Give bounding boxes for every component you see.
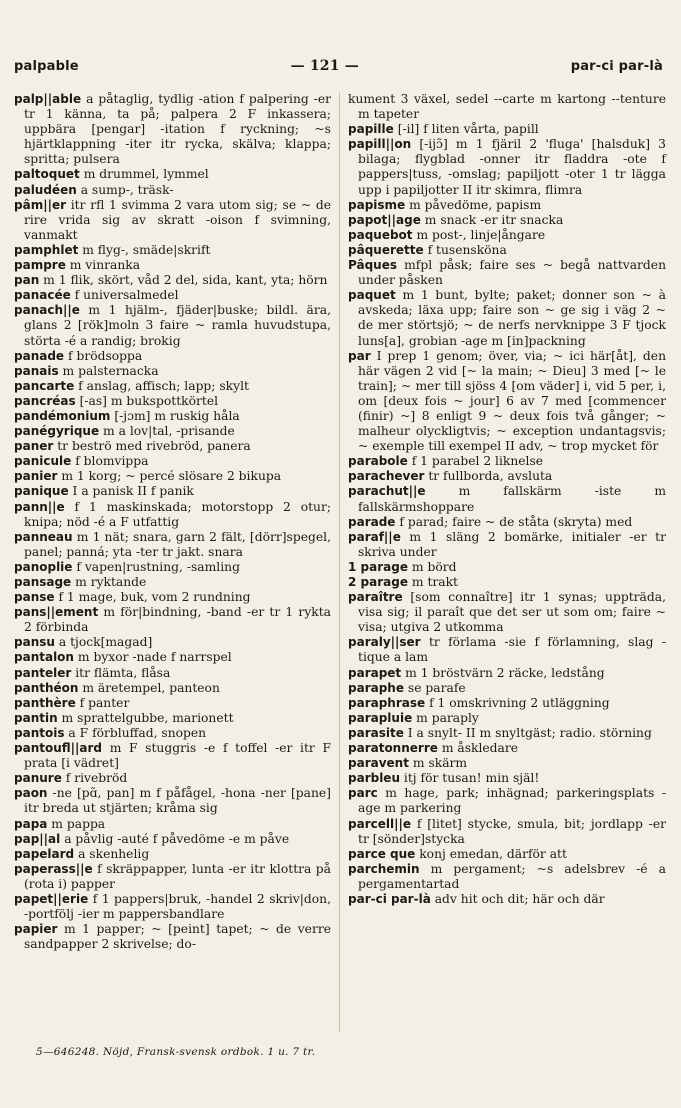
entry-headword: pansage bbox=[14, 575, 72, 589]
entry-headword: paraly||ser bbox=[348, 635, 421, 650]
dictionary-entry bbox=[14, 922, 331, 952]
entry-headword: par-ci par-là bbox=[348, 891, 431, 906]
entry-definition: m för|bindning, -band -er tr 1 rykta 2 förbinda bbox=[24, 605, 331, 635]
dictionary-entry bbox=[14, 92, 331, 167]
dictionary-entry bbox=[348, 786, 666, 816]
dictionary-entry bbox=[14, 469, 331, 484]
entry-headword: pans||ement bbox=[14, 605, 99, 620]
entry-definition: m vinranka bbox=[69, 258, 141, 273]
entry-headword: papet||erie bbox=[14, 891, 89, 906]
dictionary-entry bbox=[14, 530, 331, 560]
dictionary-entry bbox=[348, 892, 666, 907]
entry-definition: f 1 omskrivning 2 utläggning bbox=[429, 695, 610, 710]
entry-definition: f parad; faire ~ de ståta (skryta) med bbox=[399, 514, 633, 529]
entry-definition: m post-, linje|ångare bbox=[416, 227, 546, 242]
entry-definition: m 1 bröstvärn 2 räcke, ledstång bbox=[405, 665, 605, 680]
entry-definition: I prep 1 genom; över, via; ~ ici här[åt], den här vägen 2 vid [~ la main; ~ Dieu] 3 med [~ le train]; ~ mer till sjöss 4 [om väder] i, vid 5 per, i, om [deux fois ~ jour] 6 av 7 med [commencer (finir) ~] 8 enligt 9 ~ deux fois två gånger; ~ malheur olyckligtvis; ~ exception undantagsvis; ~ exemple till exempel II adv, ~ trop mycket för bbox=[358, 348, 666, 454]
dictionary-entry bbox=[14, 409, 331, 424]
entry-definition: m pergament; ~s adelsbrev -é a pergamentartad bbox=[358, 861, 666, 891]
entry-definition: m 1 hjälm-, fjäder|buske; bildl. ära, glans 2 [rök]moln 3 faire ~ ramla huvudstupa, störta -é a randig; brokig bbox=[24, 303, 331, 348]
entry-definition: f skräppapper, lunta -er itr klottra på (rota i) papper bbox=[24, 861, 331, 891]
entry-definition: m fallskärm -iste m fallskärmshoppare bbox=[358, 484, 666, 514]
dictionary-entry bbox=[348, 711, 666, 726]
dictionary-entry bbox=[348, 862, 666, 892]
entry-definition: m sprattelgubbe, marionett bbox=[61, 710, 234, 725]
entry-headword: pan bbox=[14, 273, 40, 288]
entry-definition: m a lov|tal, -prisande bbox=[103, 424, 235, 439]
dictionary-entry bbox=[14, 666, 331, 681]
entry-headword: panure bbox=[14, 771, 62, 786]
dictionary-entry bbox=[14, 183, 331, 198]
entry-headword: parade bbox=[348, 514, 396, 529]
entry-headword: parchemin bbox=[348, 861, 420, 876]
entry-definition: m drummel, lymmel bbox=[83, 167, 209, 182]
entry-definition: f 1 mage, buk, vom 2 rundning bbox=[58, 590, 251, 605]
dictionary-entry bbox=[348, 771, 666, 786]
entry-definition: a F förbluffad, snopen bbox=[68, 725, 207, 740]
dictionary-entry bbox=[348, 666, 666, 681]
dictionary-entry bbox=[14, 862, 331, 892]
entry-definition: m paraply bbox=[416, 710, 479, 725]
dictionary-entry bbox=[14, 258, 331, 273]
entry-definition: m snack -er itr snacka bbox=[424, 212, 564, 227]
entry-headword: paraf||e bbox=[348, 529, 401, 544]
entry-headword: panthère bbox=[14, 695, 76, 710]
dictionary-entry bbox=[348, 635, 666, 665]
entry-definition: f 1 pappers|bruk, -handel 2 skriv|don, -portfölj -ier m pappersbandlare bbox=[24, 891, 331, 922]
entry-headword: palp||able bbox=[14, 92, 82, 106]
entry-definition: itj för tusan! min själ! bbox=[403, 771, 540, 786]
entry-headword: pâquerette bbox=[348, 242, 424, 257]
dictionary-entry bbox=[348, 454, 666, 469]
entry-definition: tr fullborda, avsluta bbox=[428, 469, 553, 484]
dictionary-entry bbox=[14, 364, 331, 379]
dictionary-entry bbox=[14, 741, 331, 771]
entry-headword: panade bbox=[14, 348, 65, 363]
entry-headword: papot||age bbox=[348, 212, 421, 227]
entry-headword: paon bbox=[14, 786, 48, 801]
entry-headword: pampre bbox=[14, 258, 66, 273]
entry-definition: kument 3 växel, sedel --carte m kartong --tenture m tapeter bbox=[348, 92, 666, 122]
entry-definition: se parafe bbox=[407, 680, 466, 695]
entry-definition: f blomvippa bbox=[75, 454, 149, 469]
entry-headword: paraphrase bbox=[348, 695, 426, 710]
dictionary-entry bbox=[14, 635, 331, 650]
dictionary-entry bbox=[14, 349, 331, 364]
entry-columns bbox=[8, 92, 672, 1032]
dictionary-entry bbox=[14, 379, 331, 394]
entry-definition: I a snylt- II m snyltgäst; radio. störning bbox=[407, 725, 652, 740]
dictionary-entry bbox=[348, 228, 666, 243]
entry-headword: panteler bbox=[14, 665, 72, 680]
dictionary-entry bbox=[14, 288, 331, 303]
entry-definition: -ne [pɑ̃, pan] m f påfågel, -hona -ner [pane] itr breda ut stjärten; kråma sig bbox=[24, 786, 331, 816]
printer-footer: 5—646248. Nöjd, Fransk-svensk ordbok. 1 u. 7 tr. bbox=[36, 1046, 316, 1058]
entry-definition: m pappa bbox=[51, 816, 106, 831]
entry-headword: paquebot bbox=[348, 227, 413, 242]
entry-definition: m äretempel, panteon bbox=[82, 680, 220, 695]
entry-definition: m byxor -nade f narrspel bbox=[77, 650, 232, 665]
dictionary-entry bbox=[348, 515, 666, 530]
entry-definition: m 1 nät; snara, garn 2 fält, [dörr]spegel, panel; panná; yta -ter tr jakt. snara bbox=[24, 529, 331, 559]
dictionary-entry bbox=[14, 832, 331, 847]
entry-headword: parcell||e bbox=[348, 816, 411, 831]
dictionary-entry bbox=[348, 756, 666, 771]
entry-definition: [-jɔm] m ruskig håla bbox=[114, 408, 240, 423]
entry-definition: m 1 papper; ~ [peint] tapet; ~ de verre sandpapper 2 skrivelse; do- bbox=[24, 922, 331, 952]
dictionary-entry bbox=[14, 650, 331, 665]
entry-definition: [-as] m bukspottkörtel bbox=[79, 393, 219, 408]
entry-definition: m palsternacka bbox=[62, 363, 159, 378]
entry-definition: mfpl påsk; faire ses ~ begå nattvarden under påsken bbox=[358, 258, 666, 288]
entry-definition: a sump-, träsk- bbox=[80, 182, 174, 197]
entry-headword: paltoquet bbox=[14, 167, 80, 182]
entry-headword: pantalon bbox=[14, 650, 74, 665]
entry-headword: parapluie bbox=[348, 710, 413, 725]
entry-definition: a skenhelig bbox=[78, 846, 150, 861]
entry-definition: m flyg-, smäde|skrift bbox=[82, 242, 211, 257]
dictionary-entry bbox=[14, 167, 331, 182]
entry-definition: itr flämta, flåsa bbox=[75, 665, 171, 680]
dictionary-entry bbox=[14, 590, 331, 605]
entry-definition: I a panisk II f panik bbox=[72, 484, 194, 499]
entry-definition: tr förlama -sie f förlamning, slag -tique a lam bbox=[358, 635, 666, 665]
dictionary-entry bbox=[348, 817, 666, 847]
dictionary-entry bbox=[14, 605, 331, 635]
dictionary-entry bbox=[14, 726, 331, 741]
entry-headword: parasite bbox=[348, 725, 404, 740]
dictionary-entry bbox=[348, 741, 666, 756]
left-column bbox=[8, 92, 340, 1032]
entry-definition: m 1 korg; ~ percé slösare 2 bikupa bbox=[61, 469, 282, 484]
entry-headword: paraître bbox=[348, 590, 403, 605]
entry-definition: tr beströ med rivebröd, panera bbox=[57, 439, 251, 454]
dictionary-entry bbox=[14, 454, 331, 469]
entry-headword: panique bbox=[14, 484, 69, 499]
entry-headword: 1 parage bbox=[348, 559, 408, 574]
entry-definition: itr rfl 1 svimma 2 vara utom sig; se ~ de rire vrida sig av skratt -oison f svimning, vanmakt bbox=[24, 197, 331, 242]
dictionary-entry bbox=[348, 258, 666, 288]
entry-headword: pantin bbox=[14, 710, 58, 725]
dictionary-entry bbox=[348, 469, 666, 484]
dictionary-entry bbox=[348, 530, 666, 560]
dictionary-entry bbox=[348, 243, 666, 258]
dictionary-entry bbox=[348, 726, 666, 741]
header-left-guideword: palpable bbox=[14, 59, 79, 74]
entry-headword: parce que bbox=[348, 846, 416, 861]
entry-definition: f 1 parabel 2 liknelse bbox=[411, 454, 544, 469]
entry-headword: pansu bbox=[14, 635, 55, 650]
entry-definition: f [litet] stycke, smula, bit; jordlapp -er tr [sönder]stycka bbox=[358, 816, 666, 846]
dictionary-entry bbox=[14, 771, 331, 786]
entry-headword: papill||on bbox=[348, 137, 412, 152]
header-right-guideword: par-ci par-là bbox=[570, 59, 663, 74]
dictionary-entry bbox=[348, 484, 666, 514]
dictionary-entry bbox=[14, 681, 331, 696]
dictionary-entry bbox=[14, 711, 331, 726]
dictionary-entry bbox=[348, 198, 666, 213]
entry-definition: a tjock[magad] bbox=[58, 635, 153, 650]
dictionary-entry bbox=[348, 681, 666, 696]
entry-definition: m 1 flik, skört, våd 2 del, sida, kant, yta; hörn bbox=[43, 273, 328, 288]
entry-headword: parachever bbox=[348, 469, 425, 484]
dictionary-entry bbox=[348, 590, 666, 635]
entry-definition: f anslag, affisch; lapp; skylt bbox=[78, 378, 249, 393]
dictionary-entry bbox=[348, 349, 666, 455]
entry-headword: papelard bbox=[14, 846, 75, 861]
entry-definition: [-il] f liten vårta, papill bbox=[397, 122, 539, 137]
entry-headword: pann||e bbox=[14, 499, 65, 514]
entry-definition: adv hit och dit; här och där bbox=[434, 891, 605, 906]
dictionary-entry bbox=[14, 439, 331, 454]
entry-headword: 2 parage bbox=[348, 575, 408, 589]
dictionary-entry bbox=[348, 560, 666, 575]
entry-definition: [som connaître] itr 1 synas; uppträda, visa sig; il paraît que det ser ut som om; faire ~ visa; utgiva 2 utkomma bbox=[358, 590, 666, 635]
entry-definition: f 1 maskinskada; motorstopp 2 otur; knipa; nöd -é a F utfattig bbox=[24, 499, 331, 529]
dictionary-entry bbox=[14, 560, 331, 575]
entry-headword: paravent bbox=[348, 756, 409, 771]
dictionary-entry bbox=[14, 394, 331, 409]
entry-headword: paner bbox=[14, 439, 54, 454]
dictionary-entry bbox=[14, 892, 331, 922]
entry-headword: pancarte bbox=[14, 378, 75, 393]
dictionary-entry bbox=[14, 817, 331, 832]
dictionary-entry bbox=[348, 213, 666, 228]
running-header bbox=[14, 58, 663, 74]
dictionary-entry bbox=[14, 696, 331, 711]
entry-headword: pantoufl||ard bbox=[14, 741, 103, 756]
entry-headword: papisme bbox=[348, 197, 406, 212]
dictionary-entry bbox=[14, 303, 331, 348]
dictionary-entry bbox=[14, 786, 331, 816]
entry-definition: f brödsoppa bbox=[67, 348, 143, 363]
entry-headword: panthéon bbox=[14, 680, 79, 695]
dictionary-entry bbox=[348, 92, 666, 122]
entry-headword: par bbox=[348, 348, 371, 363]
entry-headword: parbleu bbox=[348, 771, 400, 786]
dictionary-entry bbox=[348, 137, 666, 197]
entry-headword: parabole bbox=[348, 454, 408, 469]
entry-definition: m trakt bbox=[411, 575, 459, 589]
entry-headword: papa bbox=[14, 816, 48, 831]
dictionary-entry bbox=[14, 198, 331, 243]
entry-definition: m 1 bunt, bylte; paket; donner son ~ à avskeda; läxa upp; faire son ~ ge sig i väg 2 ~ de mer störtsjö; ~ de nerfs nervknippe 3 F tjock luns[a], grobian -age m [in]packning bbox=[358, 288, 666, 348]
entry-headword: parachut||e bbox=[348, 484, 426, 499]
page-number: — 121 — bbox=[290, 58, 359, 74]
dictionary-entry bbox=[14, 273, 331, 288]
dictionary-entry bbox=[14, 575, 331, 590]
entry-headword: panais bbox=[14, 363, 59, 378]
entry-headword: pantois bbox=[14, 725, 65, 740]
entry-headword: papier bbox=[14, 922, 58, 937]
entry-headword: panse bbox=[14, 590, 55, 605]
entry-definition: f vapen|rustning, -samling bbox=[76, 559, 240, 574]
entry-definition: f rivebröd bbox=[65, 771, 128, 786]
entry-headword: papille bbox=[348, 122, 394, 137]
entry-headword: paraphe bbox=[348, 680, 404, 695]
entry-headword: panach||e bbox=[14, 303, 80, 318]
entry-definition: m påvedöme, papism bbox=[409, 197, 542, 212]
entry-definition: [-ijɔ̃] m 1 fjäril 2 'fluga' [halsduk] 3 bilaga; flygblad -onner itr fladdra -ote f pappers|tuss, -omslag; papiljott -oter 1 tr lägga upp i papiljotter II itr skimra, flimra bbox=[358, 137, 666, 197]
dictionary-entry bbox=[14, 424, 331, 439]
entry-headword: paludéen bbox=[14, 182, 77, 197]
entry-definition: m skärm bbox=[412, 756, 468, 771]
entry-headword: paquet bbox=[348, 288, 396, 303]
dictionary-entry bbox=[14, 500, 331, 530]
entry-headword: pancréas bbox=[14, 393, 76, 408]
dictionary-entry bbox=[348, 696, 666, 711]
entry-headword: panoplie bbox=[14, 559, 73, 574]
entry-headword: panicule bbox=[14, 454, 72, 469]
entry-definition: m börd bbox=[411, 559, 457, 574]
dictionary-entry bbox=[348, 575, 666, 590]
entry-headword: panneau bbox=[14, 529, 73, 544]
entry-definition: konj emedan, därför att bbox=[419, 846, 567, 861]
dictionary-entry bbox=[14, 847, 331, 862]
entry-headword: Pâques bbox=[348, 258, 397, 273]
entry-definition: f panter bbox=[79, 695, 130, 710]
entry-definition: a påtaglig, tydlig -ation f palpering -er tr 1 känna, ta på; palpera 2 F inkassera; uppbära [pengar] -itation f ryckning; ~s hjärtklappning -iter itr rycka, skälva; klappa; spritta; pulsera bbox=[24, 92, 331, 167]
entry-definition: a påvlig -auté f påvedöme -e m påve bbox=[64, 831, 290, 846]
entry-definition: m hage, park; inhägnad; parkeringsplats -age m parkering bbox=[358, 786, 666, 816]
entry-headword: panacée bbox=[14, 288, 71, 303]
entry-definition: f universalmedel bbox=[74, 288, 179, 303]
entry-definition: m åskledare bbox=[441, 741, 519, 756]
entry-definition: m F stuggris -e f toffel -er itr F prata [i vädret] bbox=[24, 741, 331, 771]
entry-definition: m ryktande bbox=[75, 575, 147, 589]
dictionary-entry bbox=[14, 243, 331, 258]
entry-headword: panégyrique bbox=[14, 424, 100, 439]
entry-headword: panier bbox=[14, 469, 58, 484]
entry-headword: parc bbox=[348, 786, 378, 801]
right-column bbox=[340, 92, 672, 1032]
dictionary-entry bbox=[348, 122, 666, 137]
dictionary-entry bbox=[348, 847, 666, 862]
entry-headword: pâm||er bbox=[14, 197, 67, 212]
entry-headword: paratonnerre bbox=[348, 741, 438, 756]
entry-headword: pandémonium bbox=[14, 408, 111, 423]
entry-headword: paperass||e bbox=[14, 861, 93, 876]
entry-definition: f tusensköna bbox=[427, 242, 507, 257]
entry-headword: pamphlet bbox=[14, 242, 79, 257]
entry-headword: parapet bbox=[348, 665, 402, 680]
entry-headword: pap||al bbox=[14, 831, 61, 846]
dictionary-entry bbox=[348, 288, 666, 348]
dictionary-entry bbox=[14, 484, 331, 499]
entry-definition: m 1 släng 2 bomärke, initialer -er tr skriva under bbox=[358, 529, 666, 559]
